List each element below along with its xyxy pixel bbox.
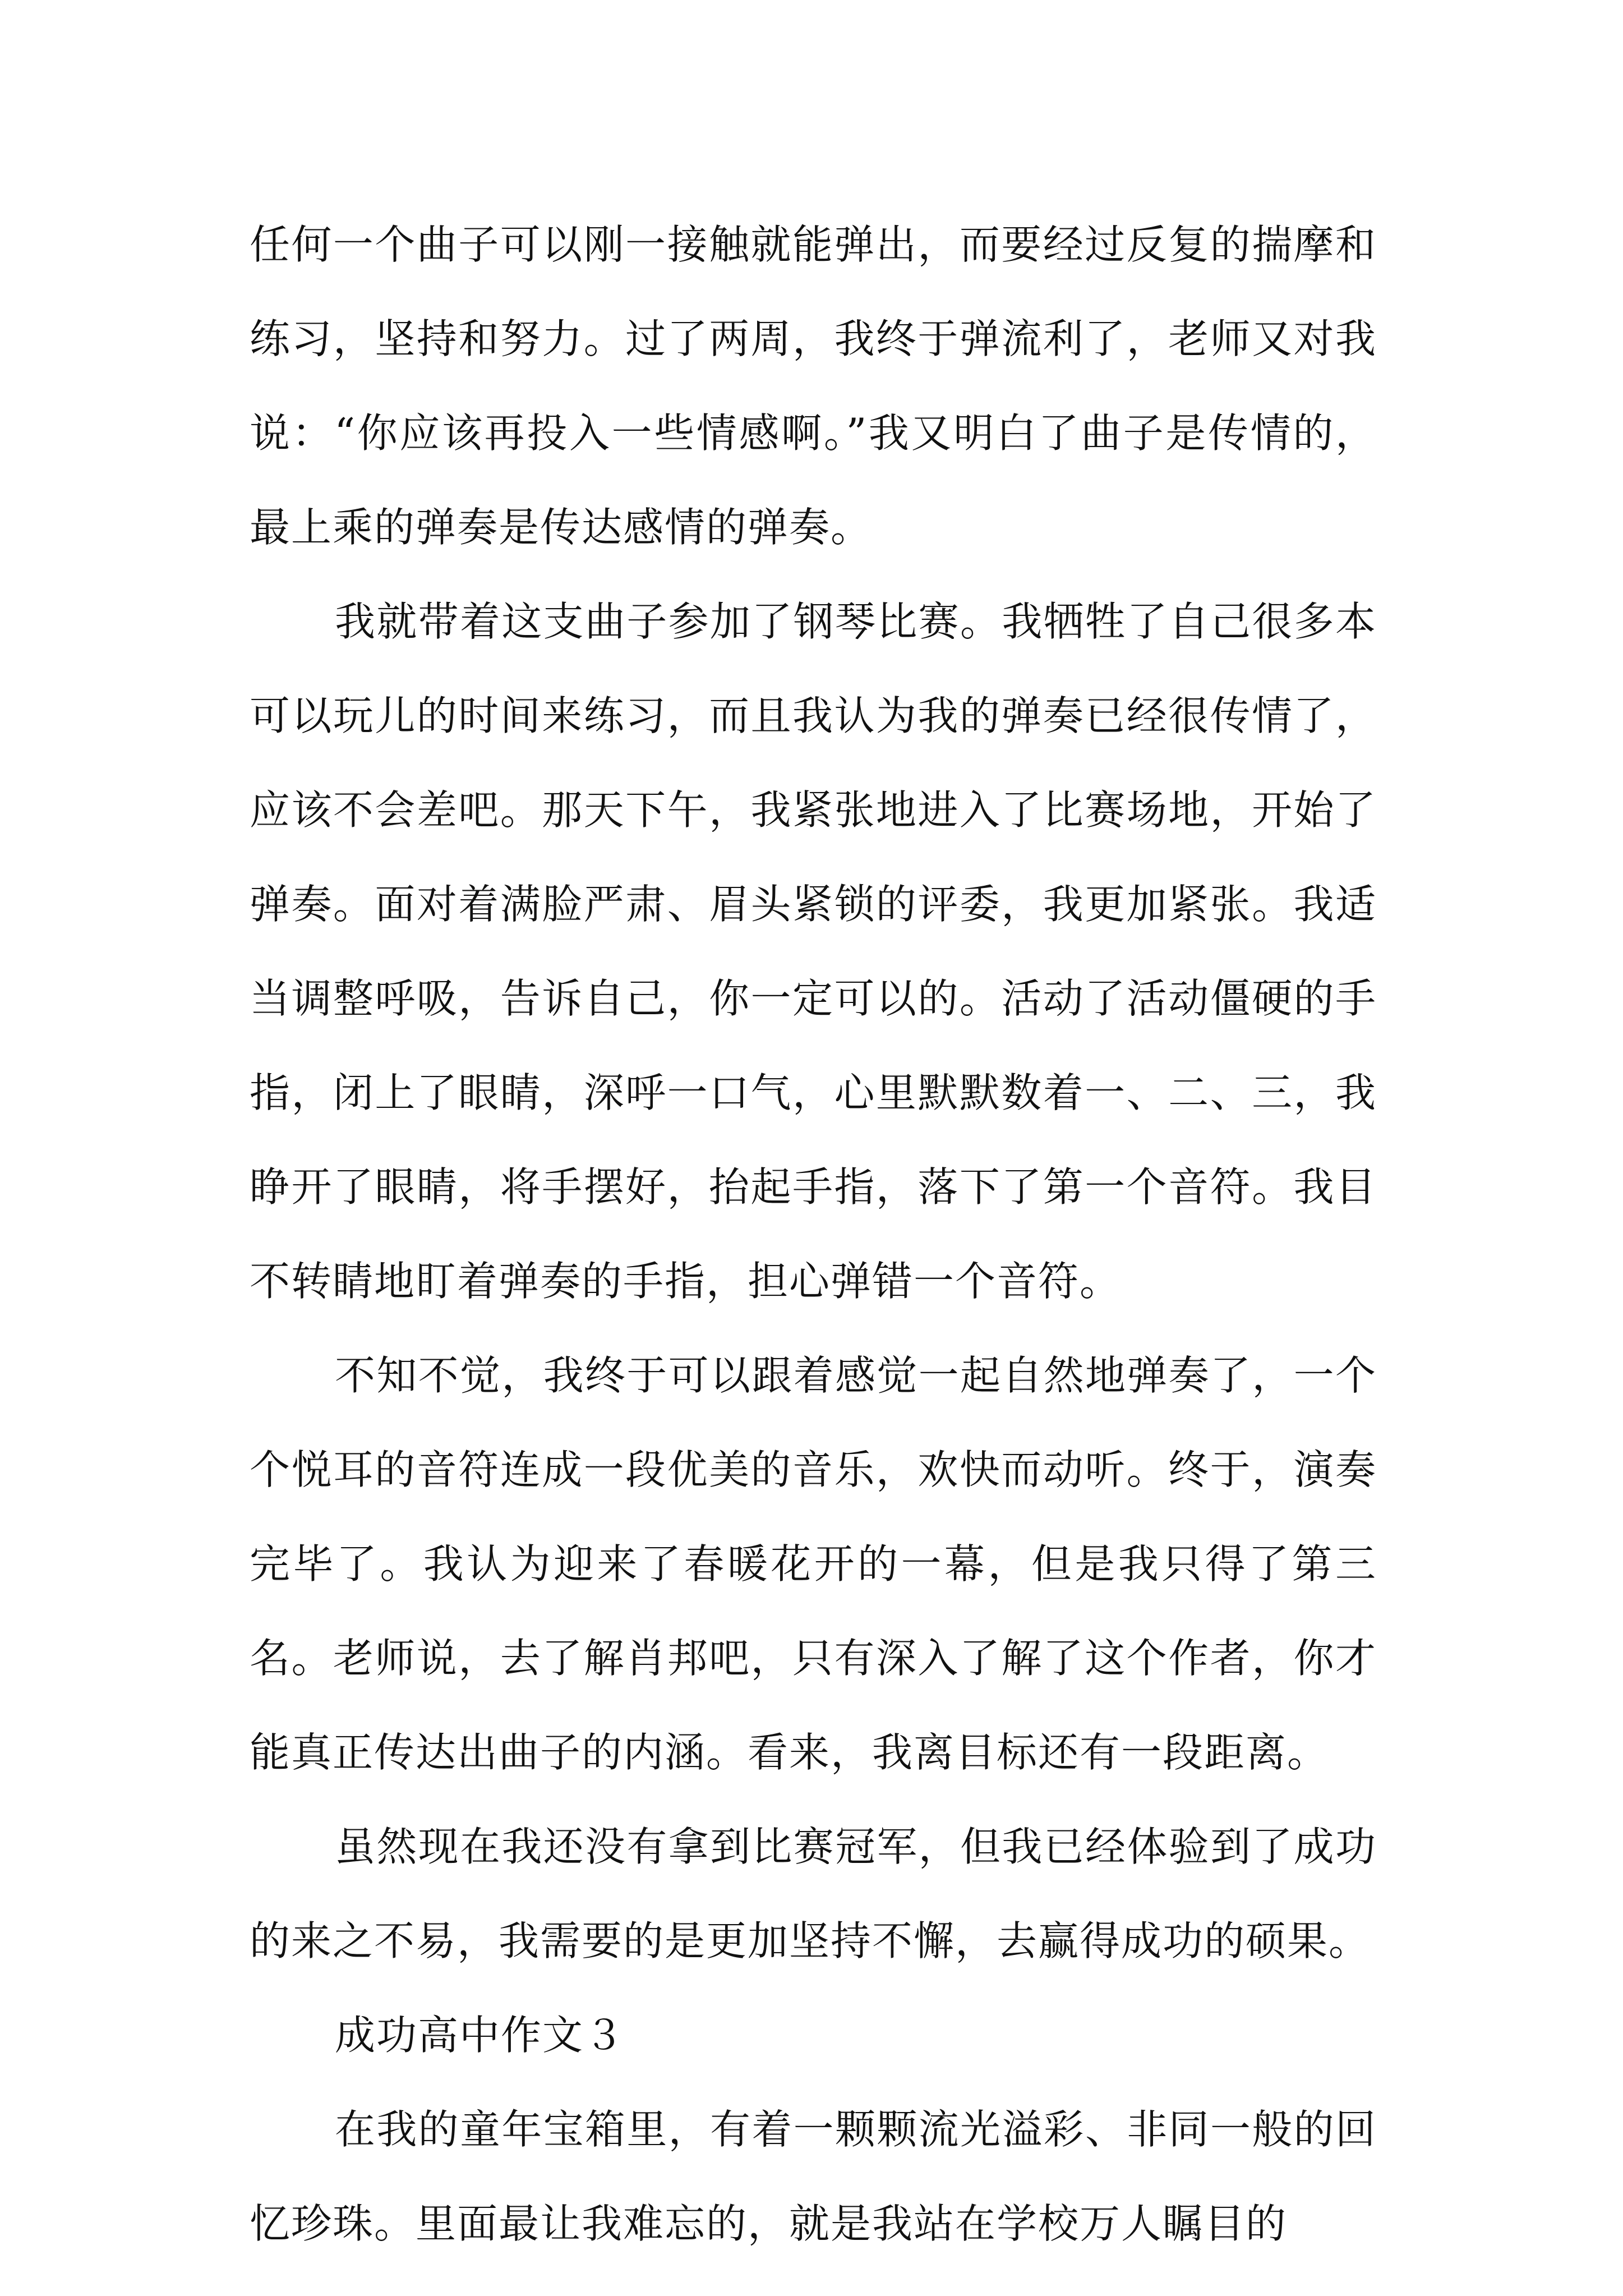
section-heading: 成功高中作文３ — [335, 2012, 626, 2059]
paragraph-essay-3-opening: 在我的童年宝箱里，有着一颗颗流光溢彩、非同一般的回忆珍珠。里面最让我难忘的，就是我站在学校万人瞩目的 — [250, 2106, 1377, 2247]
paragraph-continuation: 任何一个曲子可以刚一接触就能弹出，而要经过反复的揣摩和练习，坚持和努力。过了两周，我终于弹流利了，老师又对我说：“你应该再投入一些情感啊。”我又明白了曲子是传情的，最上乘的弹奏是传达感情的弹奏。 — [250, 221, 1377, 551]
paragraph-conclusion: 虽然现在我还没有拿到比赛冠军，但我已经体验到了成功的来之不易，我需要的是更加坚持不懈，去赢得成功的硕果。 — [250, 1823, 1377, 1964]
paragraph-performance-result: 不知不觉，我终于可以跟着感觉一起自然地弹奏了，一个个悦耳的音符连成一段优美的音乐，欢快而动听。终于，演奏完毕了。我认为迎来了春暖花开的一幕，但是我只得了第三名。老师说，去了解肖邦吧，只有深入了解了这个作者，你才能真正传达出曲子的内涵。看来，我离目标还有一段距离。 — [250, 1352, 1377, 1776]
document-body — [250, 197, 1377, 2271]
paragraph-piano-competition: 我就带着这支曲子参加了钢琴比赛。我牺牲了自己很多本可以玩儿的时间来练习，而且我认为我的弹奏已经很传情了，应该不会差吧。那天下午，我紧张地进入了比赛场地，开始了弹奏。面对着满脸严肃、眉头紧锁的评委，我更加紧张。我适当调整呼吸，告诉自己，你一定可以的。活动了活动僵硬的手指，闭上了眼睛，深呼一口气，心里默默数着一、二、三，我睁开了眼睛，将手摆好，抬起手指，落下了第一个音符。我目不转睛地盯着弹奏的手指，担心弹错一个音符。 — [250, 598, 1377, 1305]
